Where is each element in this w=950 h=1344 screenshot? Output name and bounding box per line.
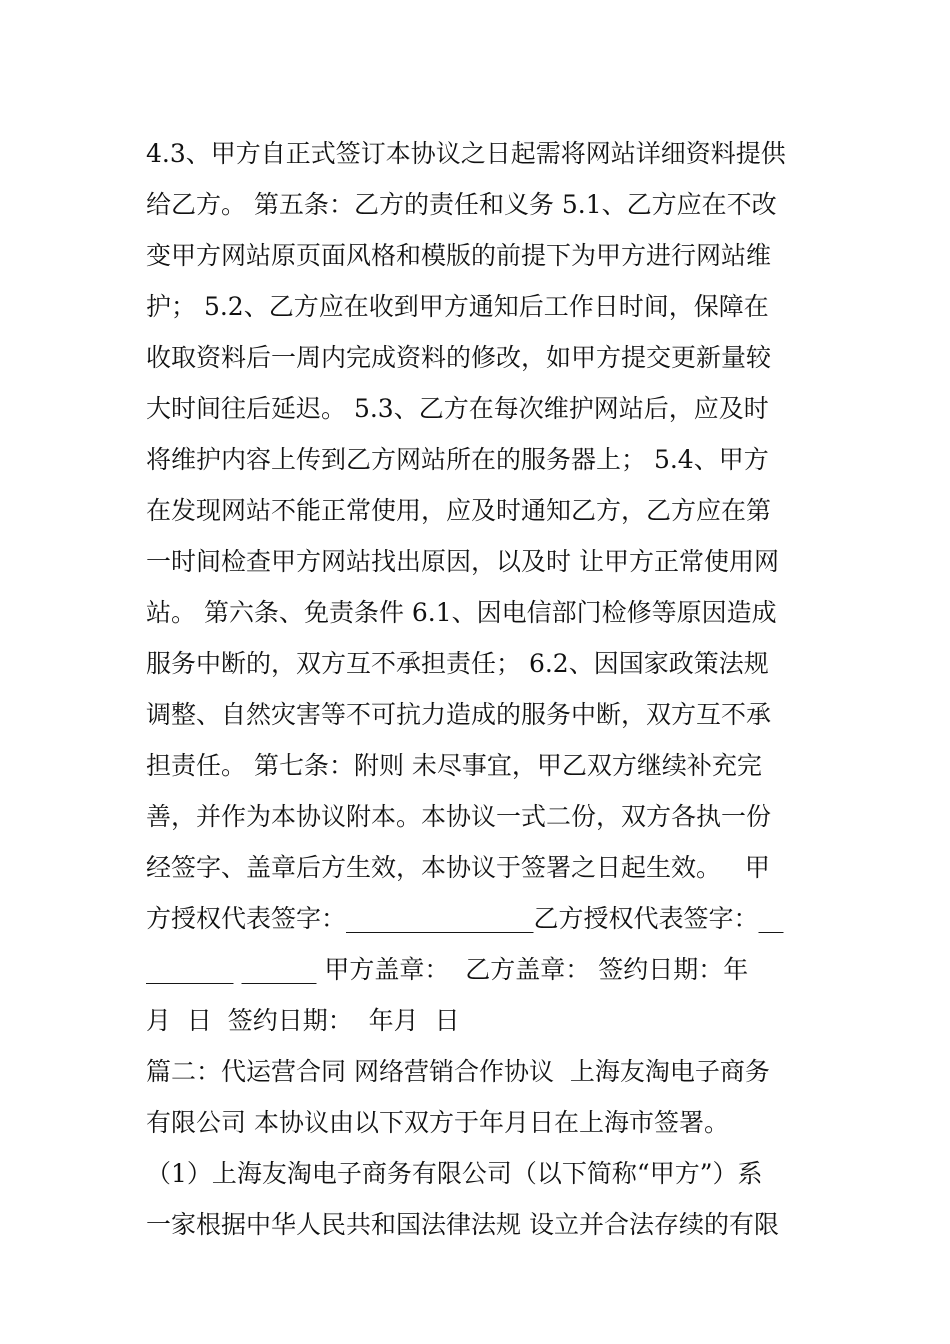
text-line: 有限公司 本协议由以下双方于年月日在上海市签署。	[146, 1108, 729, 1137]
text-line: 在发现网站不能正常使用，应及时通知乙方，乙方应在第	[146, 496, 772, 525]
text-line: _______ ______ 甲方盖章： 乙方盖章： 签约日期：年	[146, 955, 749, 984]
text-line: 经签字、盖章后方生效，本协议于签署之日起生效。 甲	[146, 853, 770, 882]
text-line: 变甲方网站原页面风格和模版的前提下为甲方进行网站维	[146, 241, 772, 270]
text-line: 给乙方。 第五条：乙方的责任和义务 5.1、乙方应在不改	[146, 190, 777, 219]
text-line: 月 日 签约日期： 年月 日	[146, 1006, 460, 1035]
contract-text	[146, 128, 811, 1250]
text-line: 护； 5.2、乙方应在收到甲方通知后工作日时间，保障在	[146, 292, 769, 321]
text-line: 调整、自然灾害等不可抗力造成的服务中断，双方互不承	[146, 700, 772, 729]
text-line: （1）上海友淘电子商务有限公司（以下简称“甲方”）系	[146, 1159, 763, 1188]
text-line: 方授权代表签字：_______________乙方授权代表签字：__	[146, 904, 784, 933]
text-line: 4.3、甲方自正式签订本协议之日起需将网站详细资料提供	[146, 139, 786, 168]
text-line: 善，并作为本协议附本。本协议一式二份，双方各执一份	[146, 802, 772, 831]
text-line: 将维护内容上传到乙方网站所在的服务器上； 5.4、甲方	[146, 445, 769, 474]
text-line: 大时间往后延迟。 5.3、乙方在每次维护网站后，应及时	[146, 394, 769, 423]
text-line: 站。 第六条、免责条件 6.1、因电信部门检修等原因造成	[146, 598, 777, 627]
text-line: 一家根据中华人民共和国法律法规 设立并合法存续的有限	[146, 1210, 779, 1239]
text-line: 服务中断的，双方互不承担责任； 6.2、因国家政策法规	[146, 649, 769, 678]
text-line: 担责任。 第七条：附则 未尽事宜，甲乙双方继续补充完	[146, 751, 762, 780]
text-line: 一时间检查甲方网站找出原因，以及时 让甲方正常使用网	[146, 547, 779, 576]
text-line: 篇二：代运营合同 网络营销合作协议 上海友淘电子商务	[146, 1057, 770, 1086]
text-line: 收取资料后一周内完成资料的修改，如甲方提交更新量较	[146, 343, 772, 372]
